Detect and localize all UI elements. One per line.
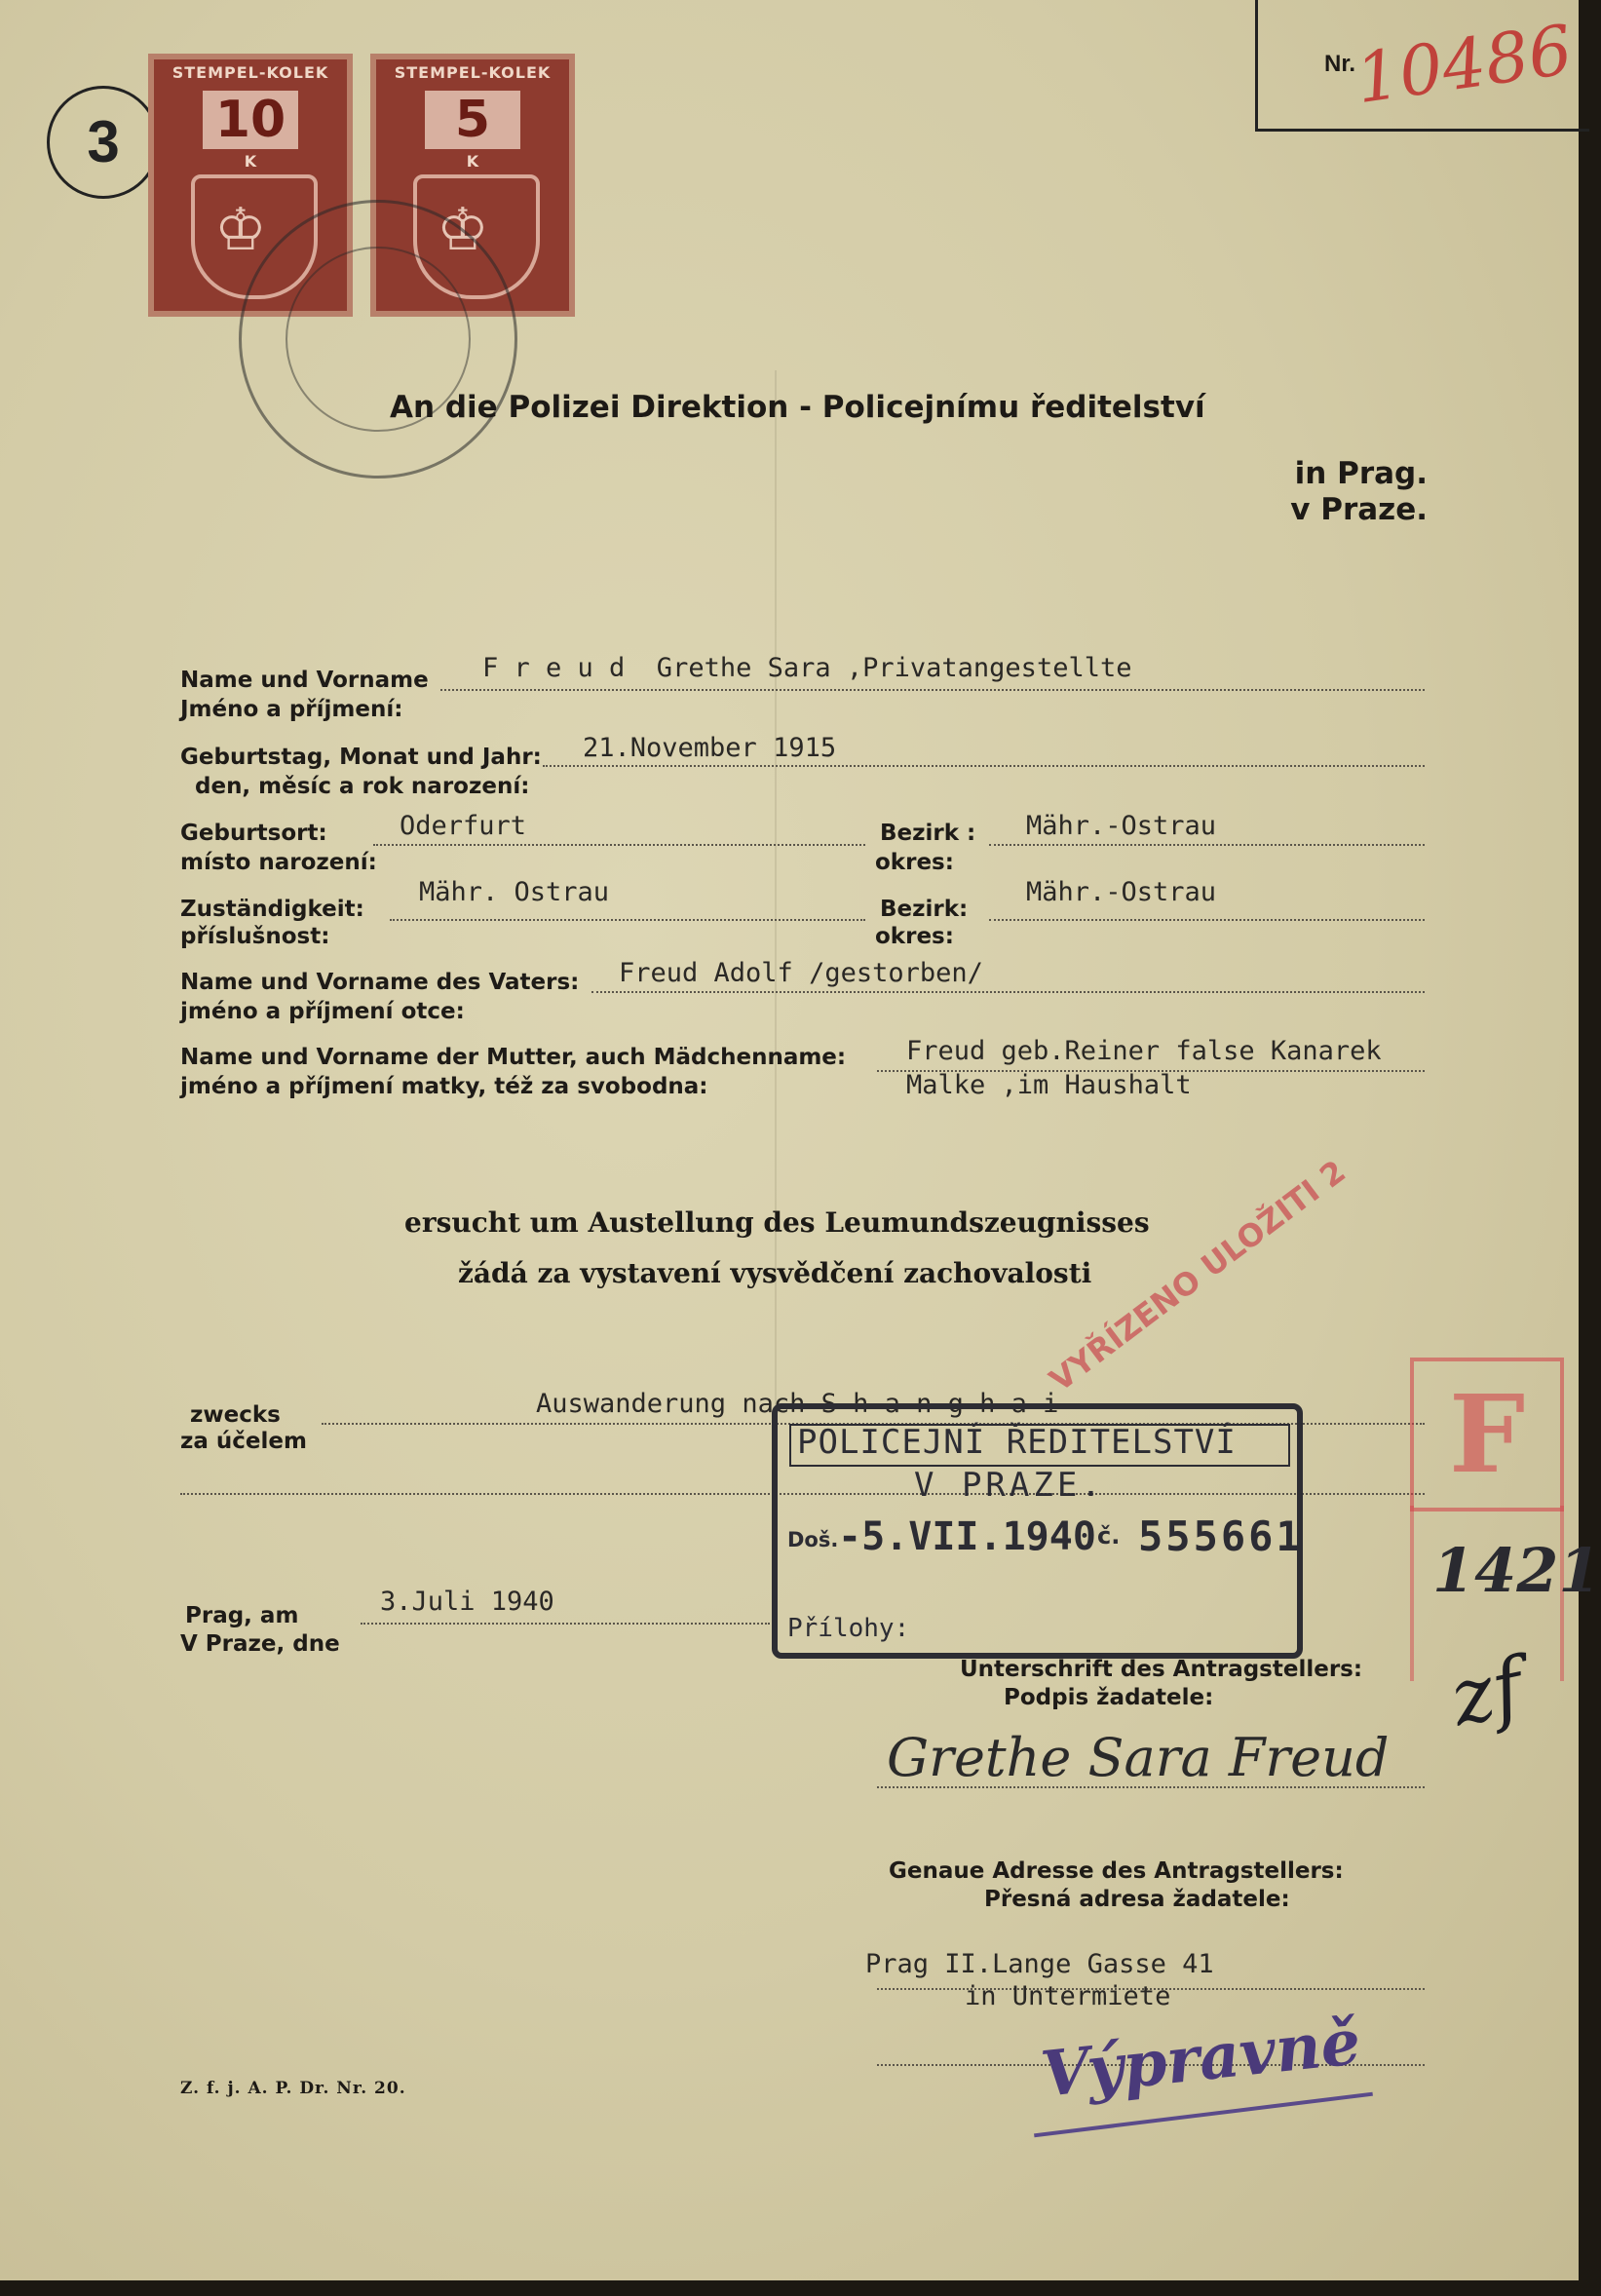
round-seal bbox=[239, 200, 517, 478]
mother-label-de: Name und Vorname der Mutter, auch Mädchenname: bbox=[180, 1045, 847, 1070]
purpose-label-de: zwecks bbox=[190, 1402, 281, 1428]
address-line: An die Polizei Direktion - Policejnímu ředitelství bbox=[390, 390, 1205, 425]
police-stamp-x: č. bbox=[1097, 1522, 1121, 1550]
applicant-signature: Grethe Sara Freud bbox=[887, 1727, 1390, 1788]
police-stamp-date: -5.VII.1940 bbox=[838, 1514, 1096, 1559]
name-label-de: Name und Vorname bbox=[180, 668, 429, 693]
number-box bbox=[1255, 0, 1589, 132]
birthdate-value: 21.November 1915 bbox=[583, 733, 837, 763]
domicile-district-label-de: Bezirk: bbox=[880, 897, 969, 922]
place-label-cz: V Praze, dne bbox=[180, 1631, 340, 1657]
name-value: F r e u d Grethe Sara ,Privatangestellte bbox=[482, 653, 1132, 683]
city-cz: v Praze. bbox=[1290, 492, 1428, 527]
police-stamp-line2: V PRAZE. bbox=[914, 1466, 1105, 1505]
domicile-label-cz: příslušnost: bbox=[180, 924, 330, 949]
domicile-value: Mähr. Ostrau bbox=[419, 877, 610, 907]
police-stamp-number: 555661 bbox=[1138, 1512, 1304, 1560]
birthplace-label-cz: místo narození: bbox=[180, 850, 377, 875]
red-diagonal-stamp: VYŘÍZENO ULOŽITI 2 bbox=[1043, 1152, 1353, 1399]
address-label-cz: Přesná adresa žadatele: bbox=[984, 1887, 1290, 1912]
red-stamp-number: 1421 bbox=[1432, 1535, 1601, 1606]
stamp-unit: K bbox=[466, 152, 479, 171]
stamp-value: 10 bbox=[203, 91, 298, 149]
father-label-cz: jméno a příjmení otce: bbox=[180, 999, 465, 1024]
nr-value: 10486 bbox=[1351, 9, 1578, 120]
initials-mark: zf bbox=[1443, 1640, 1531, 1744]
date-value: 3.Juli 1940 bbox=[380, 1587, 554, 1617]
red-letter-stamp: F bbox=[1410, 1358, 1564, 1512]
purpose-value: Auswanderung nach S h a n g h a i bbox=[536, 1389, 1059, 1419]
police-stamp-prefix: Doš. bbox=[787, 1528, 839, 1551]
signature-label-cz: Podpis žadatele: bbox=[1004, 1685, 1214, 1710]
mother-value-line1: Freud geb.Reiner false Kanarek bbox=[906, 1036, 1382, 1066]
city-de: in Prag. bbox=[1294, 456, 1428, 491]
police-stamp-prilohy: Přílohy: bbox=[787, 1614, 910, 1643]
address-value-line2: in Untermiete bbox=[965, 1981, 1171, 2011]
place-label-de: Prag, am bbox=[185, 1603, 299, 1628]
birth-district-label-de: Bezirk : bbox=[880, 821, 976, 846]
lion-icon: ♔ bbox=[214, 196, 267, 264]
mother-value-line2: Malke ,im Haushalt bbox=[906, 1070, 1192, 1100]
address-label-de: Genaue Adresse des Antragstellers: bbox=[889, 1858, 1344, 1884]
circled-number: 3 bbox=[47, 86, 160, 199]
request-de: ersucht um Austellung des Leumundszeugnisses bbox=[404, 1206, 1150, 1239]
request-cz: žádá za vystavení vysvědčení zachovalosti bbox=[458, 1257, 1092, 1289]
domicile-district-label-cz: okres: bbox=[875, 924, 954, 949]
stamp-value: 5 bbox=[425, 91, 520, 149]
stamp-top-text: STEMPEL-KOLEK bbox=[172, 63, 329, 82]
form-number-footer: Z. f. j. A. P. Dr. Nr. 20. bbox=[180, 2079, 406, 2098]
birth-district-label-cz: okres: bbox=[875, 850, 954, 875]
domicile-label-de: Zuständigkeit: bbox=[180, 897, 364, 922]
police-stamp-line1: POLICEJNÍ ŘEDITELSTVÍ bbox=[797, 1423, 1237, 1462]
birthdate-label-de: Geburtstag, Monat und Jahr: bbox=[180, 745, 542, 770]
address-value-line1: Prag II.Lange Gasse 41 bbox=[865, 1949, 1214, 1979]
birthplace-value: Oderfurt bbox=[400, 811, 527, 841]
father-label-de: Name und Vorname des Vaters: bbox=[180, 970, 580, 995]
police-directorate-stamp bbox=[772, 1403, 1303, 1659]
mother-label-cz: jméno a příjmení matky, též za svobodna: bbox=[180, 1074, 708, 1099]
stamp-unit: K bbox=[244, 152, 257, 171]
vypravne-stamp: Výpravně bbox=[1037, 2006, 1364, 2112]
birthdate-label-cz: den, měsíc a rok narození: bbox=[195, 774, 530, 799]
birthplace-label-de: Geburtsort: bbox=[180, 821, 327, 846]
fold-crease bbox=[775, 370, 777, 1540]
domicile-district-value: Mähr.-Ostrau bbox=[1026, 877, 1217, 907]
nr-label: Nr. bbox=[1324, 51, 1356, 77]
lion-icon: ♔ bbox=[437, 196, 489, 264]
purpose-label-cz: za účelem bbox=[180, 1429, 307, 1454]
name-label-cz: Jméno a příjmení: bbox=[180, 697, 403, 722]
father-value: Freud Adolf /gestorben/ bbox=[619, 958, 983, 988]
stamp-top-text: STEMPEL-KOLEK bbox=[394, 63, 552, 82]
birth-district-value: Mähr.-Ostrau bbox=[1026, 811, 1217, 841]
signature-label-de: Unterschrift des Antragstellers: bbox=[960, 1657, 1363, 1682]
